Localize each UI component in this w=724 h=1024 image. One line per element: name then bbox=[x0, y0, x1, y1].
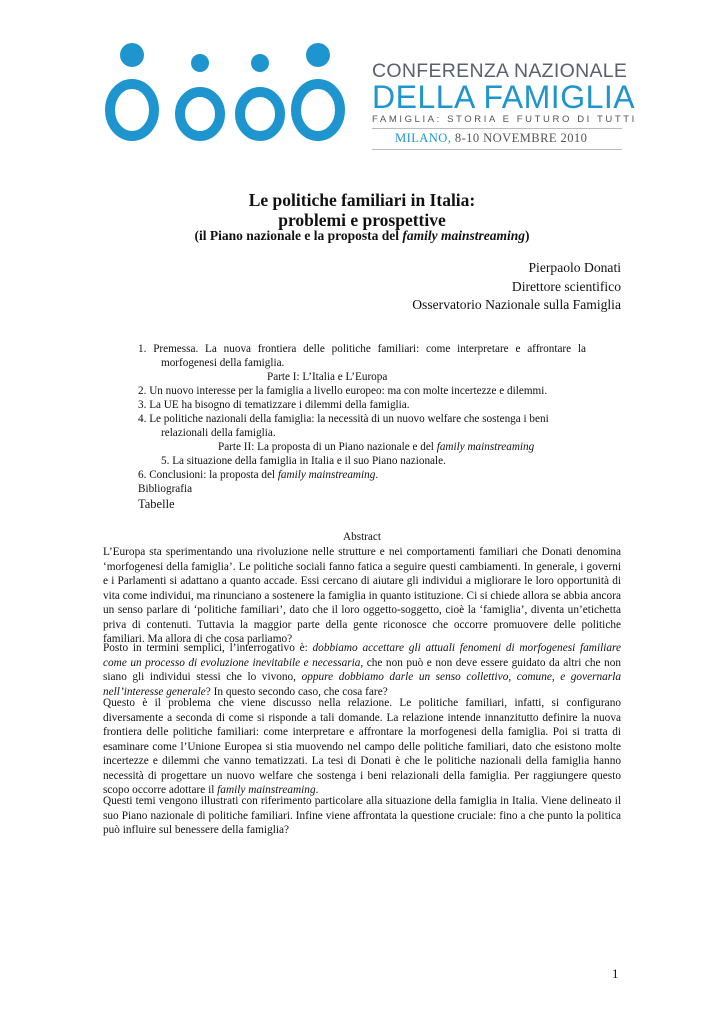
logo-figure-head bbox=[306, 43, 330, 67]
logo-figure-head bbox=[251, 54, 269, 72]
abstract-p2-emphasis: dobbiamo accettare gli attuali fenomeni di morfogenesi familiare come un processo di evoluzione inevitabile e necessaria, bbox=[103, 642, 621, 669]
toc-item-4-cont: relazionali della famiglia. bbox=[161, 427, 276, 439]
toc-item-5: 5. La situazione della famiglia in Italia e il suo Piano nazionale. bbox=[161, 455, 446, 467]
toc-part-1: Parte I: L’Italia e L’Europa bbox=[267, 371, 388, 383]
header-city: MILANO, bbox=[395, 131, 452, 145]
header-date-line bbox=[395, 131, 587, 146]
toc-item-1-cont: morfogenesi della famiglia. bbox=[161, 357, 285, 369]
toc-item-3: 3. La UE ha bisogno di tematizzare i dilemmi della famiglia. bbox=[138, 399, 410, 411]
logo-figure-ring bbox=[240, 92, 280, 136]
logo-figure-ring bbox=[296, 84, 340, 136]
toc-item-1: 1. Premessa. La nuova frontiera delle politiche familiari: come interpretare e affrontare la bbox=[138, 343, 586, 355]
header-divider bbox=[372, 128, 622, 129]
logo-figure-ring bbox=[110, 84, 154, 136]
logo-figure-ring bbox=[180, 92, 220, 136]
logo-figure-head bbox=[191, 54, 209, 72]
author-role: Direttore scientifico bbox=[511, 279, 621, 294]
toc-item-4: 4. Le politiche nazionali della famiglia: la necessità di un nuovo welfare che sostenga i beni bbox=[138, 413, 549, 425]
header-line-1: CONFERENZA NAZIONALE bbox=[372, 60, 628, 82]
abstract-paragraph-3 bbox=[103, 696, 621, 798]
toc-part-2-text: Parte II: La proposta di un Piano nazionale e del bbox=[218, 441, 437, 453]
toc-item-6 bbox=[138, 469, 378, 481]
abstract-p3-text: Questo è il problema che viene discusso nella relazione. Le politiche familiari, infatti, si configurano diversamente a seconda di come si risponde a tali domande. La relazione intende innanzitutto definire la nuova frontiera delle politiche familiari: come interpretare e affrontare la morfogenesi della famiglia. Poi si tratta di esaminare come l’Unione Europea si stia muovendo nel campo delle politiche familiari, dato che esistono molte incertezze e dilemmi che vanno tematizzati. La tesi di Donati è che le politiche nazionali della famiglia hanno necessità di progettare un nuovo welfare che sostenga i beni relazionali della famiglia. Per raggiungere questo scopo occorre adottare il bbox=[103, 697, 621, 796]
page-number: 1 bbox=[612, 966, 619, 981]
subtitle-emphasis: family mainstreaming bbox=[402, 228, 526, 243]
header-divider bbox=[372, 149, 622, 150]
subtitle bbox=[0, 228, 724, 244]
author-name: Pierpaolo Donati bbox=[528, 260, 621, 275]
abstract-p3-text: . bbox=[315, 784, 319, 796]
subtitle-text: ) bbox=[525, 228, 530, 243]
header-dates: 8-10 NOVEMBRE 2010 bbox=[451, 131, 588, 145]
author-organization: Osservatorio Nazionale sulla Famiglia bbox=[412, 297, 621, 312]
abstract-p2-text: ? In questo secondo caso, che cosa fare? bbox=[205, 685, 388, 698]
subtitle-text: (il Piano nazionale e la proposta del bbox=[194, 228, 403, 243]
abstract-heading: Abstract bbox=[343, 531, 381, 543]
toc-part-2-emphasis: family mainstreaming bbox=[436, 441, 535, 453]
toc-item-6-text: . bbox=[375, 469, 379, 481]
abstract-p2-text: Posto in termini semplici, l’interrogativo è: bbox=[103, 642, 313, 654]
abstract-paragraph-2 bbox=[103, 641, 621, 699]
abstract-p2-emphasis: oppure dobbiamo darle un senso collettivo, comune, e governarla nell’interesse generale bbox=[103, 671, 621, 698]
toc-item-6-text: 6. Conclusioni: la proposta del bbox=[138, 469, 278, 481]
abstract-paragraph-1: L’Europa sta sperimentando una rivoluzione nelle strutture e nei comportamenti familiari che Donati denomina ‘morfogenesi della famiglia’. Le politiche sociali fanno fatica a seguire questi cambiamenti. In generale, i governi e i Parlamenti si adattano a quanto accade. Essi cercano di aiutare gli individui a migliorare le loro opportunità di vita come individui, ma rinunciano a sostenere la famiglia in quanto istituzione. Ci si chiede allora se abbia ancora un senso parlare di ‘politiche familiari’, dato che il loro oggetto-soggetto, cioè la ‘famiglia’, diventa un’etichetta priva di contenuti. Tuttavia la maggior parte della gente riconosce che occorre promuovere delle politiche familiari. Ma allora di che cosa parliamo? bbox=[103, 546, 621, 645]
toc-item-2: 2. Un nuovo interesse per la famiglia a livello europeo: ma con molte incertezze e dilemmi. bbox=[138, 385, 548, 397]
conference-logo bbox=[100, 38, 350, 150]
header-line-2: DELLA FAMIGLIA bbox=[372, 79, 636, 115]
toc-tables: Tabelle bbox=[138, 497, 175, 511]
abstract-paragraph-4: Questi temi vengono illustrati con riferimento particolare alla situazione della famiglia in Italia. Viene delineato il suo Piano nazionale di politiche familiari. Infine viene affrontata la questione cruciale: fino a che punto la politica può influire sul benessere della famiglia? bbox=[103, 795, 621, 836]
toc-bibliography: Bibliografia bbox=[138, 483, 193, 495]
toc-part-2 bbox=[218, 441, 534, 453]
abstract-p3-emphasis: family mainstreaming bbox=[217, 784, 316, 796]
logo-figure-head bbox=[120, 43, 144, 67]
toc-item-6-emphasis: family mainstreaming bbox=[277, 469, 376, 481]
title-line-1: Le politiche familiari in Italia: bbox=[248, 190, 476, 210]
abstract-p2-text: che non può e non deve essere guidato da altri che non siano gli individui stessi che lo vivono, bbox=[103, 656, 621, 683]
title-line-2: problemi e prospettive bbox=[278, 210, 446, 230]
header-line-3: FAMIGLIA: STORIA E FUTURO DI TUTTI bbox=[372, 114, 637, 125]
